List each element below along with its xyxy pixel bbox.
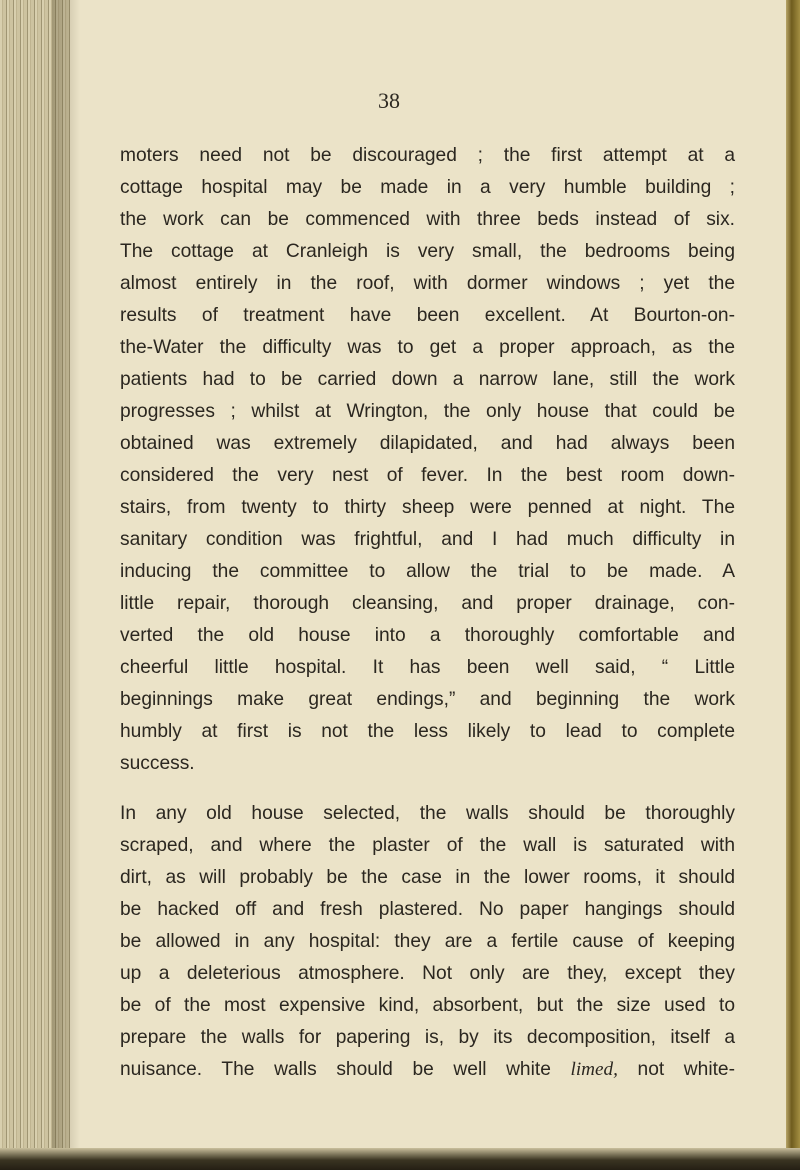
text-line: be of the most expensive kind, absorbent, but the size used to xyxy=(120,995,735,1016)
text-line: obtained was extremely dilapidated, and had always been xyxy=(120,433,735,454)
text-line: The cottage at Cranleigh is very small, the bedrooms being xyxy=(120,241,735,262)
italic-word: limed, xyxy=(570,1059,618,1080)
text-line: humbly at first is not the less likely to lead to complete xyxy=(120,721,735,742)
text-line: patients had to be carried down a narrow lane, still the work xyxy=(120,369,735,390)
body-text xyxy=(120,140,735,1086)
text-line: dirt, as will probably be the case in the lower rooms, it should xyxy=(120,867,735,888)
binding-edge xyxy=(786,0,800,1170)
text-line: verted the old house into a thoroughly comfortable and xyxy=(120,625,735,646)
text-line: little repair, thorough cleansing, and proper drainage, con- xyxy=(120,593,735,614)
final-line-start: nuisance. The walls should be well white xyxy=(120,1059,551,1080)
text-line: be hacked off and fresh plastered. No paper hangings should xyxy=(120,899,735,920)
text-line: inducing the committee to allow the trial to be made. A xyxy=(120,561,735,582)
paragraph-2 xyxy=(120,798,735,1086)
text-line: In any old house selected, the walls should be thoroughly xyxy=(120,803,735,824)
text-line-final xyxy=(120,1054,735,1086)
text-line: up a deleterious atmosphere. Not only are they, except they xyxy=(120,963,735,984)
text-line: success. xyxy=(120,753,195,774)
paragraph-1 xyxy=(120,140,735,780)
bottom-page-edge xyxy=(0,1148,800,1170)
text-line: be allowed in any hospital: they are a fertile cause of keeping xyxy=(120,931,735,952)
text-line: stairs, from twenty to thirty sheep were penned at night. The xyxy=(120,497,735,518)
text-line: prepare the walls for papering is, by its decomposition, itself a xyxy=(120,1027,735,1048)
gutter-shadow xyxy=(52,0,80,1170)
text-line: beginnings make great endings,” and beginning the work xyxy=(120,689,735,710)
text-line: sanitary condition was frightful, and I had much difficulty in xyxy=(120,529,735,550)
text-line: the work can be commenced with three beds instead of six. xyxy=(120,209,735,230)
text-line: moters need not be discouraged ; the first attempt at a xyxy=(120,145,735,166)
text-line: progresses ; whilst at Wrington, the only house that could be xyxy=(120,401,735,422)
text-line: cheerful little hospital. It has been well said, “ Little xyxy=(120,657,735,678)
page-number: 38 xyxy=(378,88,400,113)
text-line: considered the very nest of fever. In the best room down- xyxy=(120,465,735,486)
text-line: almost entirely in the roof, with dormer windows ; yet the xyxy=(120,273,735,294)
text-line: results of treatment have been excellent. At Bourton-on- xyxy=(120,305,735,326)
text-line: scraped, and where the plaster of the wall is saturated with xyxy=(120,835,735,856)
text-line: cottage hospital may be made in a very humble building ; xyxy=(120,177,735,198)
text-line: the-Water the difficulty was to get a proper approach, as the xyxy=(120,337,735,358)
final-line-end: not white- xyxy=(637,1059,735,1080)
